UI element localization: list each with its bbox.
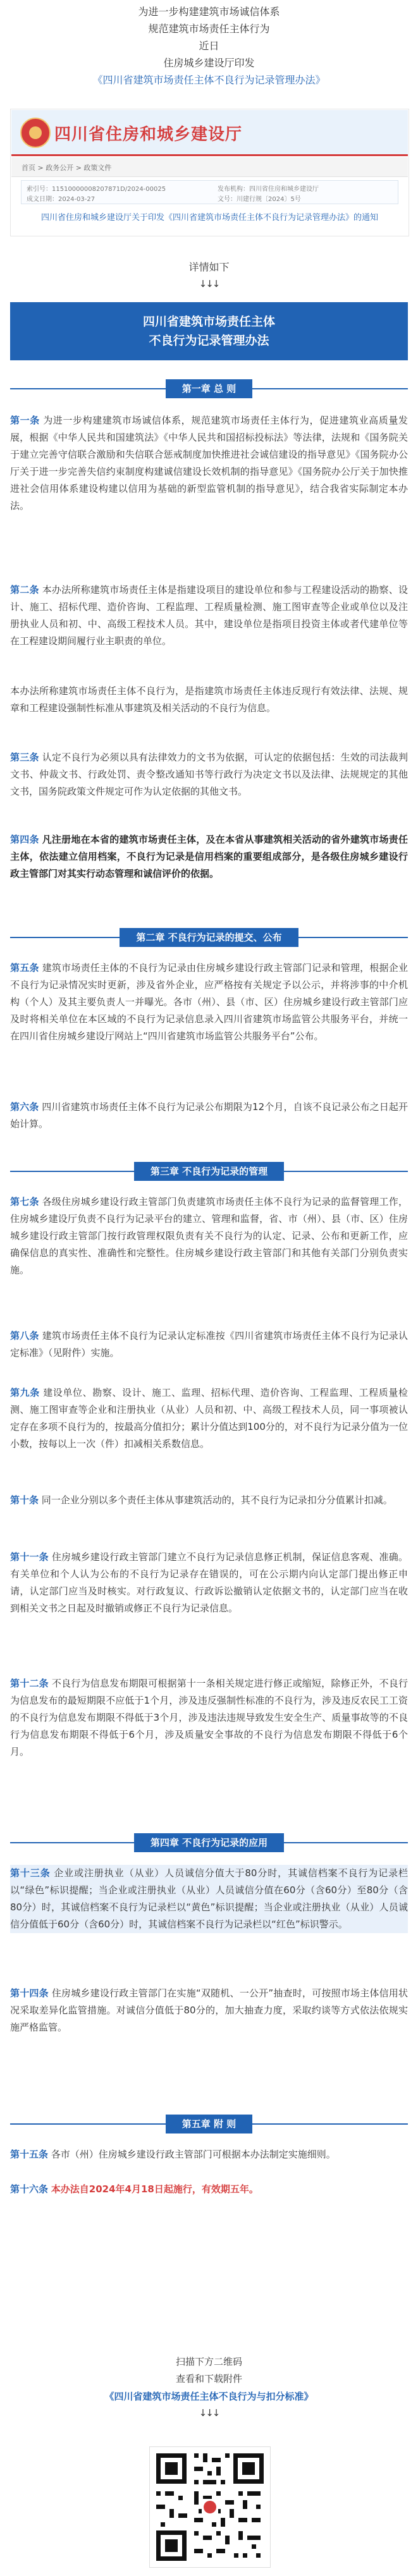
- article-number: 第八条: [10, 1330, 39, 1341]
- intro-line: 住房城乡建设厅印发: [163, 57, 255, 69]
- article-text: 住房城乡建设行政主管部门建立不良行为记录信息修正机制，保证信息客观、准确。有关单位和个人认为公布的不良行为记录存在错误的，可在公示期内向认定部门提出修正申请，认定部门应当及时核实。对行政复议、行政诉讼撤销认定依据文书的，认定部门应当在收到相关文书之日起及时撤销或修正不良行为记录信息。: [10, 1551, 408, 1614]
- chapter-title: 第四章 不良行为记录的应用: [134, 1833, 284, 1852]
- article-text: 各级住房城乡建设行政主管部门负责建筑市场责任主体不良行为记录的监督管理工作，住房城乡建设厅负责不良行为记录平台的建立、管理和监督，省、市（州）、县（市、区）住房城乡建设行政主管部门按行政管理权限负责有关不良行为的认定、记录、公布和更新工作，应确保信息的真实性、准确性和完整性。住房城乡建设行政主管部门和其他有关部门分别负责实施。: [10, 1196, 408, 1276]
- chapter-title: 第一章 总 则: [166, 379, 252, 398]
- banner-title-line-1: 四川省建筑市场责任主体: [142, 315, 275, 329]
- article-text: 本办法所称建筑市场责任主体是指建设项目的建设单位和参与工程建设活动的勘察、设计、施工、招标代理、造价咨询、工程监理、工程质量检测、施工图审查等企业或单位以及注册执业人员和初、中、高级工程技术人员。其中，建设单位是指项目投资主体或者代建单位等在工程建设期间履行业主职责的单位。: [10, 584, 408, 647]
- article-number: 第十二条: [10, 1678, 49, 1689]
- title-banner: [10, 302, 408, 360]
- article-number: 第十六条: [10, 2183, 49, 2195]
- article-text: 四川省建筑市场责任主体不良行为记录公布期限为12个月，自该不良记录公布之日起开始计算。: [10, 1101, 408, 1130]
- article: [10, 1099, 408, 1133]
- attachment-link[interactable]: 《四川省建筑市场责任主体不良行为与扣分标准》: [104, 2391, 314, 2402]
- chapter-heading: [0, 1833, 418, 1852]
- website-header: [11, 110, 408, 156]
- down-arrows-icon: ↓↓↓: [199, 2407, 219, 2419]
- article-text: 本办法自2024年4月18日起施行，有效期五年。: [51, 2183, 259, 2195]
- article-text: 认定不良行为必须以具有法律效力的文书为依据，可认定的依据包括：生效的司法裁判文书、仲裁文书、行政处罚、责令整改通知书等行政行为决定文书以及法律、法规规定的其他文书，国务院政策文件规定可作为认定依据的其他文书。: [10, 752, 408, 797]
- article: [10, 2181, 408, 2198]
- intro-line: 规范建筑市场责任主体行为: [148, 23, 270, 35]
- article: [10, 1675, 408, 1761]
- qr-instruction: 查看和下载附件: [175, 2373, 242, 2384]
- article-text: 同一企业分别以多个责任主体从事建筑活动的，其不良行为记录扣分分值累计扣减。: [41, 1494, 393, 1506]
- meta-index: 索引号：11510000008207871D/2024-00025: [27, 186, 166, 193]
- article-text: 建筑市场责任主体不良行为记录认定标准按《四川省建筑市场责任主体不良行为记录认定标准》（见附件）实施。: [10, 1330, 408, 1358]
- website-toolbar: [11, 157, 408, 177]
- article-text: 本办法所称建筑市场责任主体不良行为，是指建筑市场责任主体违反现行有效法律、法规、规章和工程建设强制性标准从事建筑及相关活动的不良行为信息。: [10, 685, 408, 714]
- down-arrows-icon: ↓↓↓: [199, 278, 219, 290]
- chapter-heading: [0, 379, 418, 398]
- meta-publisher: 发布机构：四川省住房和城乡建设厅: [218, 186, 319, 193]
- article-number: 第七条: [10, 1196, 39, 1207]
- chapter-title: 第五章 附 则: [166, 2115, 252, 2133]
- chapter-heading: [0, 2115, 418, 2133]
- details-heading: 详情如下: [188, 261, 230, 273]
- article-text: 企业或注册执业（从业）人员诚信分值大于80分时，其诚信档案不良行为记录栏以“绿色”标识提醒；当企业或注册执业（从业）人员诚信分值在60分（含60分）至80分（含80分）时，其诚信档案不良行为记录栏以“黄色”标识提醒；当企业或注册执业（从业）人员诚信分值低于60分（含60分）时，其诚信档案不良行为记录栏以“红色”标识警示。: [10, 1867, 408, 1930]
- doc-link[interactable]: 《四川省建筑市场责任主体不良行为记录管理办法》: [92, 74, 326, 86]
- article: [10, 960, 408, 1045]
- article: [10, 749, 408, 800]
- article-number: 第二条: [10, 584, 39, 595]
- article: [10, 831, 408, 882]
- chapter-title: 第二章 不良行为记录的提交、公布: [120, 928, 298, 947]
- article: [10, 1985, 408, 2036]
- intro-line: 为进一步构建建筑市场诚信体系: [138, 6, 280, 18]
- article: [10, 1865, 408, 1933]
- article-number: 第十三条: [10, 1867, 51, 1879]
- article-text: 不良行为信息发布期限可根据第十一条相关规定进行修正或缩短，除修正外，不良行为信息发布的最短期限不应低于1个月，涉及违反强制性标准的不良行为，涉及违反农民工工资的不良行为信息发布期限不得低于3个月，涉及违法违规导致发生安全生产、质量事故等的不良行为信息发布期限不得低于6个月，涉及质量安全事故的不良行为信息发布期限不得低于6个月。: [10, 1678, 408, 1757]
- breadcrumb: 首页 > 政务公开 > 政策文件: [22, 164, 112, 172]
- intro-line: 近日: [199, 40, 219, 52]
- article-number: 第十四条: [10, 1987, 49, 1999]
- meta-doc-no: 文号：川建行规〔2024〕5号: [218, 196, 301, 203]
- banner-title-line-2: 不良行为记录管理办法: [149, 334, 269, 348]
- chapter-title: 第三章 不良行为记录的管理: [134, 1162, 284, 1181]
- article-number: 第三条: [10, 752, 39, 763]
- article-number: 第四条: [10, 834, 39, 845]
- article: [10, 2146, 408, 2163]
- chapter-heading: [0, 1162, 418, 1181]
- article-text: 建设单位、勘察、设计、施工、监理、招标代理、造价咨询、工程监理、工程质量检测、施工图审查等企业和注册执业（从业）人员和初、中、高级工程技术人员，同一事项被认定存在多项不良行为的，按最高分值扣分；累计分值达到100分的，对不良行为记录分值为一位小数，按每以上一次（件）扣减相关系数信息。: [10, 1387, 408, 1450]
- article-number: 第九条: [10, 1387, 40, 1398]
- qr-code[interactable]: [149, 2446, 271, 2568]
- article-continued: [10, 683, 408, 717]
- article-number: 第十一条: [10, 1551, 49, 1563]
- article-text: 为进一步构建建筑市场诚信体系，规范建筑市场责任主体行为，促进建筑业高质量发展，根据《中华人民共和国建筑法》《中华人民共和国招标投标法》等法律，法规和《国务院关于建立完善守信联合激励和失信联合惩戒制度加快推进社会诚信建设的指导意见》《国务院办公厅关于进一步完善失信约束制度构建诚信建设长效机制的指导意见》《国务院办公厅关于加快推进社会信用体系建设构建以信用为基础的新型监管机制的指导意见》，结合我省实际制定本办法。: [10, 415, 408, 511]
- website-title: 四川省住房和城乡建设厅: [54, 125, 243, 144]
- website-screenshot: [10, 109, 409, 236]
- article: [10, 1328, 408, 1362]
- article-text: 凡注册地在本省的建筑市场责任主体，及在本省从事建筑相关活动的省外建筑市场责任主体，依法建立信用档案，不良行为记录是信用档案的重要组成部分，是各级住房城乡建设行政主管部门对其实行动态管理和诚信评价的依据。: [10, 834, 408, 879]
- article: [10, 1384, 408, 1453]
- article: [10, 1492, 408, 1509]
- article-text: 各市（州）住房城乡建设行政主管部门可根据本办法制定实施细则。: [51, 2149, 336, 2160]
- article-text: 住房城乡建设行政主管部门在实施“双随机、一公开”抽查时，可按照市场主体信用状况采取差异化监管措施。对诚信分值低于80分的，加大抽查力度，采取约谈等方式依法依规实施严格监管。: [10, 1987, 408, 2033]
- article: [10, 1549, 408, 1617]
- qr-instruction: 扫描下方二维码: [175, 2356, 242, 2367]
- article-number: 第十条: [10, 1494, 39, 1506]
- meta-date: 成文日期：2024-03-27: [27, 196, 95, 203]
- article-number: 第一条: [10, 415, 40, 426]
- national-emblem-icon: [20, 118, 51, 148]
- website-doc-title: 四川省住房和城乡建设厅关于印发《四川省建筑市场责任主体不良行为记录管理办法》的通知: [40, 213, 378, 223]
- article-number: 第六条: [10, 1101, 39, 1113]
- article-number: 第十五条: [10, 2149, 49, 2160]
- chapter-heading: [0, 928, 418, 947]
- article-text: 建筑市场责任主体的不良行为记录由住房城乡建设行政主管部门记录和管理，根据企业不良行为记录情况实时更新，涉及省外企业，应严格按有关规定予以公示，并将涉事的中介机构（个人）及其主要负责人一并曝光。各市（州）、县（市、区）住房城乡建设行政主管部门应及时将相关单位在本区域的不良行为记录信息录入四川省建筑市场监管公共服务平台，并统一在四川省住房城乡建设厅网站上“四川省建筑市场监管公共服务平台”公布。: [10, 962, 408, 1042]
- article: [10, 412, 408, 515]
- article: [10, 582, 408, 650]
- document-meta: [21, 180, 398, 204]
- article: [10, 1193, 408, 1279]
- qr-code-icon: [150, 2447, 270, 2567]
- article-number: 第五条: [10, 962, 39, 974]
